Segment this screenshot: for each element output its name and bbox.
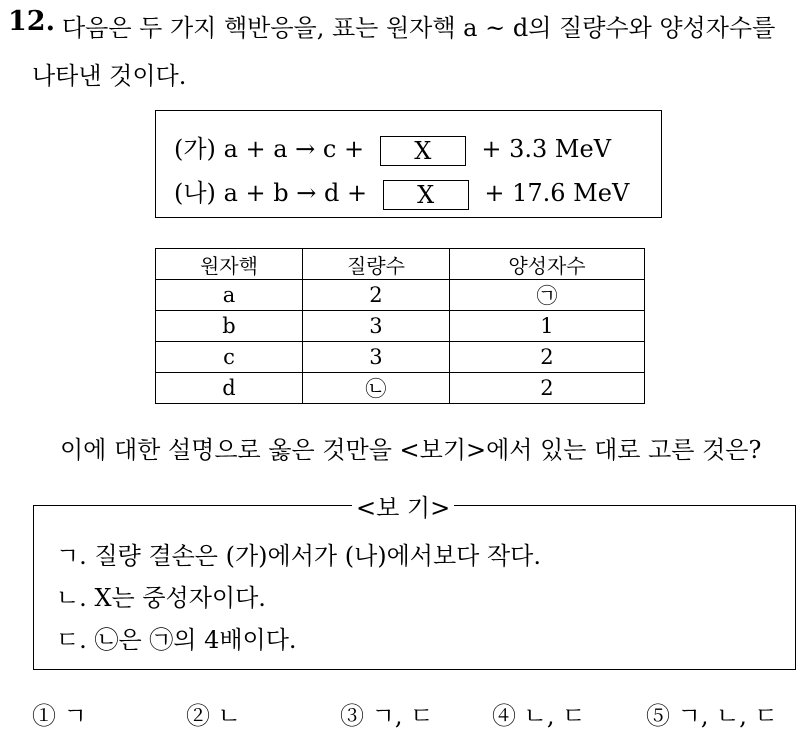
- reaction-na: [174, 173, 629, 210]
- table-cell: ㉡: [302, 373, 449, 404]
- table-cell: 2: [449, 373, 644, 404]
- table-header-row: [156, 249, 645, 280]
- table-row: [156, 342, 645, 373]
- question-stem-line1: 다음은 두 가지 핵반응을, 표는 원자핵 a ~ d의 질량수와 양성자수를: [62, 14, 776, 42]
- table-cell: 2: [302, 280, 449, 311]
- table-row: [156, 311, 645, 342]
- question-prompt: 이에 대한 설명으로 옳은 것만을 <보기>에서 있는 대로 고른 것은?: [60, 436, 762, 464]
- table-cell: a: [156, 280, 303, 311]
- column-header: 양성자수: [449, 249, 644, 280]
- table-cell: b: [156, 311, 303, 342]
- table-cell: c: [156, 342, 303, 373]
- unknown-particle-box: X: [380, 136, 466, 166]
- reaction-energy: + 3.3 MeV: [481, 135, 612, 163]
- answer-choice-3[interactable]: ③ ㄱ, ㄷ: [340, 702, 434, 730]
- reaction-ga: [174, 129, 611, 166]
- unknown-particle-box: X: [383, 180, 469, 210]
- answer-choice-2[interactable]: ② ㄴ: [186, 702, 241, 730]
- question-number: 12.: [8, 6, 55, 37]
- column-header: 원자핵: [156, 249, 303, 280]
- reaction-lhs: a + a → c +: [223, 135, 365, 163]
- reaction-lhs: a + b → d +: [223, 179, 368, 207]
- bogi-statement-giyeok: ㄱ. 질량 결손은 (가)에서가 (나)에서보다 작다.: [56, 542, 541, 570]
- table-cell: 2: [449, 342, 644, 373]
- answer-choice-4[interactable]: ④ ㄴ, ㄷ: [492, 702, 586, 730]
- table-cell: d: [156, 373, 303, 404]
- bogi-title: <보 기>: [352, 488, 454, 523]
- bogi-statement-nieun: ㄴ. X는 중성자이다.: [56, 584, 266, 612]
- answer-choice-5[interactable]: ⑤ ㄱ, ㄴ, ㄷ: [646, 702, 778, 730]
- reaction-label: (가): [174, 135, 216, 163]
- nucleus-table: [155, 248, 645, 404]
- reaction-label: (나): [174, 179, 216, 207]
- table-row: [156, 373, 645, 404]
- reaction-energy: + 17.6 MeV: [484, 179, 630, 207]
- table-cell: 3: [302, 311, 449, 342]
- answer-choice-1[interactable]: ① ㄱ: [32, 702, 87, 730]
- table-cell: 1: [449, 311, 644, 342]
- table-cell: ㉠: [449, 280, 644, 311]
- question-stem-line2: 나타낸 것이다.: [32, 62, 187, 90]
- column-header: 질량수: [302, 249, 449, 280]
- bogi-statement-digeut: ㄷ. ㉡은 ㉠의 4배이다.: [56, 626, 297, 654]
- reaction-box: [155, 110, 662, 218]
- table-row: [156, 280, 645, 311]
- table-cell: 3: [302, 342, 449, 373]
